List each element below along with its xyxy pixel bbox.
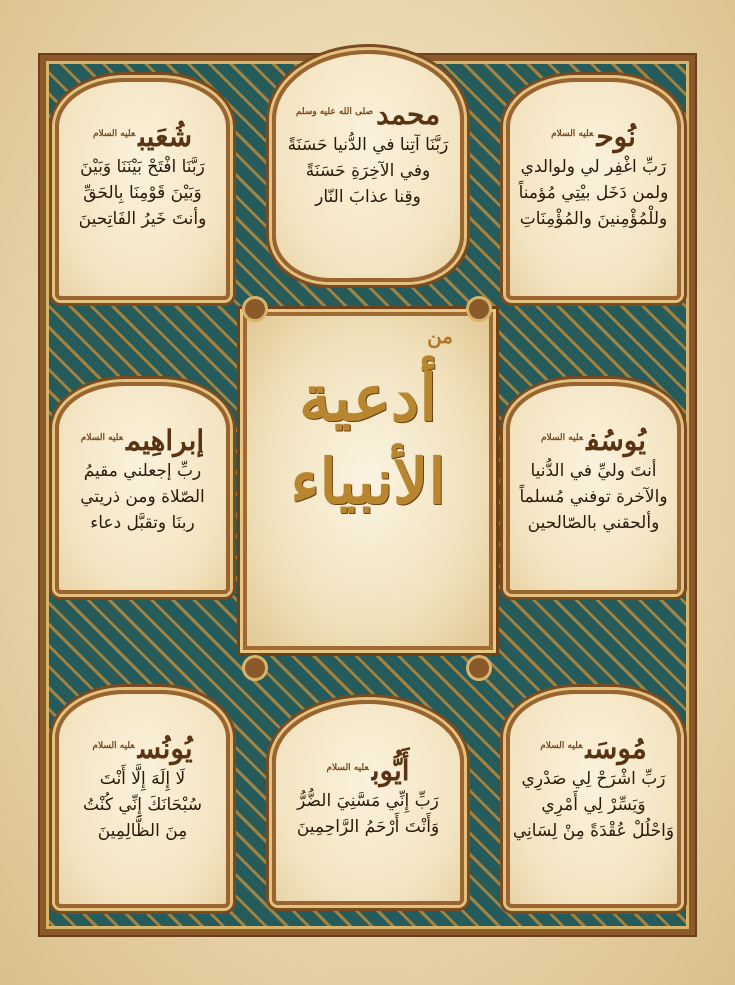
- dua-line: وَيَسِّرْ لِي أَمْرِي: [541, 794, 646, 815]
- prophet-name: مُوسَى$^{عليه السلام}$: [540, 732, 647, 765]
- panel-shuayb: [55, 78, 230, 300]
- dua-line: لَا إِلَهَ إِلَّا أَنْتَ: [99, 768, 186, 789]
- dua-line: رَبَّنَا افْتَحْ بَيْنَنَا وَبَيْنَ: [80, 156, 205, 177]
- honorific: صلى الله عليه وسلم: [295, 106, 374, 117]
- dua-line: رَبِّ اشْرَحْ لِي صَدْرِي: [521, 768, 666, 789]
- prophet-name: أَيُّوب$^{عليه السلام}$: [326, 754, 410, 787]
- title-panel: [243, 312, 493, 650]
- dua-line: وأنتَ خَيرُ الفَاتِحينَ: [78, 209, 207, 230]
- ornament-knot-icon: [466, 296, 492, 322]
- honorific: عليه السلام: [92, 740, 135, 751]
- honorific: عليه السلام: [540, 432, 584, 443]
- honorific: عليه السلام: [326, 762, 369, 773]
- panel-ibrahim: [55, 382, 230, 594]
- dua-line: وَاحْلُلْ عُقْدَةً مِنْ لِسَانِي: [512, 821, 675, 842]
- honorific: عليه السلام: [540, 740, 583, 751]
- panel-ayyub: [272, 700, 464, 905]
- dua-line: وَبَيْنَ قَوْمِنَا بِالحَقِّ: [83, 182, 202, 203]
- ornament-knot-icon: [466, 655, 492, 681]
- honorific: عليه السلام: [92, 128, 136, 139]
- dua-line: سُبْحَانَكَ إِنِّي كُنْتُ: [83, 794, 202, 815]
- prophet-name: يُوسُف$^{عليه السلام}$: [540, 424, 647, 457]
- prophet-name: شُعَيب$^{عليه السلام}$: [92, 120, 193, 153]
- dua-line: الصّلاة ومن ذريتي: [80, 486, 205, 507]
- dua-line: رَبَّنَا آتِنا في الدُّنيا حَسَنَةً: [287, 134, 449, 155]
- dua-line: ربنَا وتقبَّل دعاء: [90, 513, 195, 534]
- dua-line: وفي الآخِرَةِ حَسَنَةً: [305, 160, 431, 181]
- dua-line: وَأَنْتَ أَرْحَمُ الرَّاحِمِينَ: [296, 816, 440, 837]
- panel-yunus: [55, 690, 230, 908]
- dua-line: ولمن دَخَل بيْتِي مُؤمناً: [518, 182, 669, 203]
- honorific: عليه السلام: [551, 128, 594, 139]
- ornament-knot-icon: [242, 655, 268, 681]
- dua-line: وقِنا عذابَ النّار: [315, 187, 421, 208]
- prophet-name: إبراهِيم$^{عليه السلام}$: [80, 424, 205, 457]
- dua-line: أنتَ وليِّ في الدُّنيا: [530, 460, 657, 481]
- prophet-name: يُونُس$^{عليه السلام}$: [92, 732, 193, 765]
- panel-musa: [506, 690, 681, 908]
- ornament-knot-icon: [242, 296, 268, 322]
- title-line-2: الأنبياء: [290, 445, 446, 519]
- dua-line: رَبِّ اغْفِر لي ولوالدي: [520, 156, 667, 177]
- dua-line: والآخرة توفني مُسلماً: [519, 486, 668, 507]
- title-prefix: من: [427, 324, 453, 348]
- dua-line: وألحقني بالصّالحين: [527, 513, 660, 534]
- panel-muhammad: [272, 50, 464, 282]
- dua-line: رَبِّ إِنِّي مَسَّنِيَ الضُّرُّ: [297, 790, 439, 811]
- panel-nuh: [506, 78, 681, 300]
- honorific: عليه السلام: [80, 432, 123, 443]
- dua-line: وللْمُؤْمِنينَ والمُؤْمِنَاتِ: [519, 209, 668, 230]
- prophet-name: محمد$^{صلى الله عليه وسلم}$: [295, 98, 441, 131]
- dua-line: ربِّ إجعلني مقيمُ: [83, 460, 202, 481]
- prophet-name: نُوح$^{عليه السلام}$: [551, 120, 636, 153]
- panel-yusuf: [506, 382, 681, 594]
- title-line-1: أدعية: [298, 361, 438, 436]
- dua-line: مِنَ الظَّالِمِينَ: [97, 821, 188, 842]
